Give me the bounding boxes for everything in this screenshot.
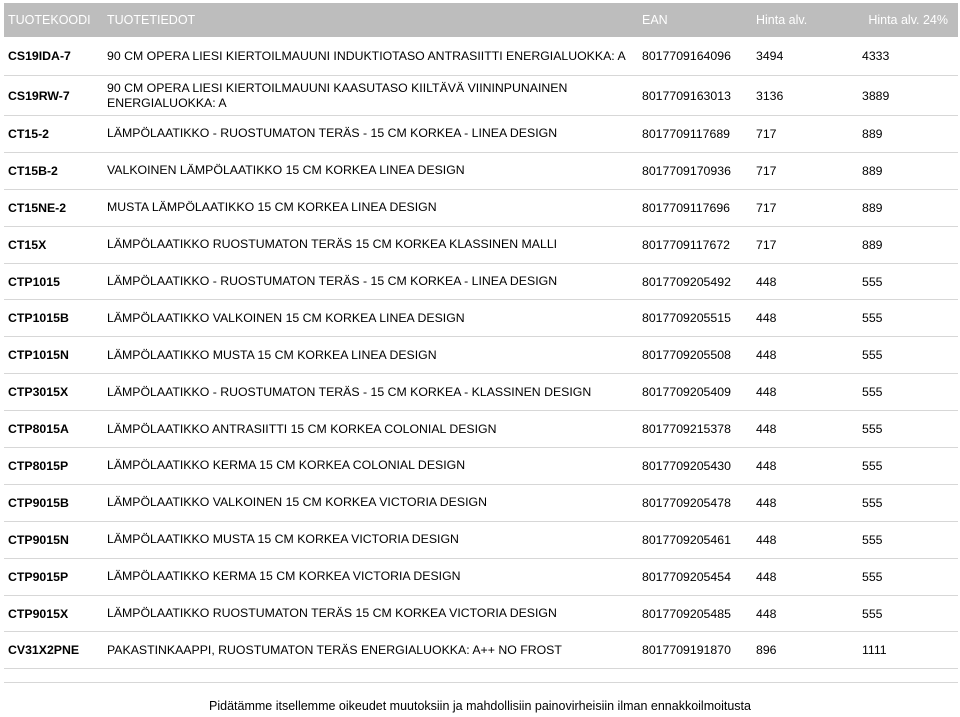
table-row (4, 337, 958, 374)
header-price-gross: Hinta alv. 24% (856, 3, 958, 37)
ean-code: 8017709205454 (638, 558, 752, 595)
ean-code: 8017709170936 (638, 152, 752, 189)
ean-code: 8017709205430 (638, 448, 752, 485)
ean-code: 8017709117672 (638, 226, 752, 263)
ean-code: 8017709205485 (638, 595, 752, 632)
product-description: PAKASTINKAAPPI, RUOSTUMATON TERÄS ENERGIALUOKKA: A++ NO FROST (103, 632, 638, 669)
ean-code: 8017709164096 (638, 37, 752, 76)
product-description: MUSTA LÄMPÖLAATIKKO 15 CM KORKEA LINEA DESIGN (103, 189, 638, 226)
product-code: CTP9015N (4, 521, 103, 558)
product-code: CT15-2 (4, 116, 103, 153)
product-description: LÄMPÖLAATIKKO - RUOSTUMATON TERÄS - 15 CM KORKEA - LINEA DESIGN (103, 263, 638, 300)
ean-code: 8017709191870 (638, 632, 752, 669)
table-row (4, 632, 958, 669)
price-net: 448 (752, 263, 856, 300)
table-row (4, 152, 958, 189)
product-code: CS19RW-7 (4, 76, 103, 116)
product-description: LÄMPÖLAATIKKO KERMA 15 CM KORKEA COLONIAL DESIGN (103, 448, 638, 485)
product-description: LÄMPÖLAATIKKO - RUOSTUMATON TERÄS - 15 CM KORKEA - LINEA DESIGN (103, 116, 638, 153)
price-net: 896 (752, 632, 856, 669)
table-body (4, 37, 958, 669)
header-ean: EAN (638, 3, 752, 37)
price-gross: 555 (856, 263, 958, 300)
ean-code: 8017709205409 (638, 374, 752, 411)
product-code: CTP1015N (4, 337, 103, 374)
table-row (4, 558, 958, 595)
price-gross: 889 (856, 116, 958, 153)
ean-code: 8017709117696 (638, 189, 752, 226)
product-description: 90 CM OPERA LIESI KIERTOILMAUUNI INDUKTIOTASO ANTRASIITTI ENERGIALUOKKA: A (103, 37, 638, 76)
ean-code: 8017709163013 (638, 76, 752, 116)
price-gross: 1111 (856, 632, 958, 669)
ean-code: 8017709205508 (638, 337, 752, 374)
price-gross: 555 (856, 411, 958, 448)
ean-code: 8017709205461 (638, 521, 752, 558)
price-gross: 555 (856, 484, 958, 521)
price-net: 717 (752, 226, 856, 263)
ean-code: 8017709117689 (638, 116, 752, 153)
price-net: 717 (752, 116, 856, 153)
price-gross: 555 (856, 337, 958, 374)
product-description: LÄMPÖLAATIKKO MUSTA 15 CM KORKEA VICTORIA DESIGN (103, 521, 638, 558)
product-code: CS19IDA-7 (4, 37, 103, 76)
header-description: TUOTETIEDOT (103, 3, 638, 37)
price-net: 448 (752, 337, 856, 374)
product-code: CTP8015P (4, 448, 103, 485)
table-row (4, 411, 958, 448)
header-code: TUOTEKOODI (4, 3, 103, 37)
product-code: CTP3015X (4, 374, 103, 411)
product-code: CT15X (4, 226, 103, 263)
ean-code: 8017709205515 (638, 300, 752, 337)
product-code: CTP1015B (4, 300, 103, 337)
product-code: CV31X2PNE (4, 632, 103, 669)
table-row (4, 300, 958, 337)
product-code: CT15NE-2 (4, 189, 103, 226)
price-gross: 889 (856, 189, 958, 226)
price-list (4, 3, 958, 669)
header-price-net: Hinta alv. (752, 3, 856, 37)
price-gross: 889 (856, 152, 958, 189)
price-net: 3136 (752, 76, 856, 116)
price-net: 717 (752, 189, 856, 226)
product-code: CTP1015 (4, 263, 103, 300)
price-gross: 555 (856, 521, 958, 558)
product-description: LÄMPÖLAATIKKO - RUOSTUMATON TERÄS - 15 CM KORKEA - KLASSINEN DESIGN (103, 374, 638, 411)
product-code: CTP8015A (4, 411, 103, 448)
table-row (4, 189, 958, 226)
product-description: LÄMPÖLAATIKKO ANTRASIITTI 15 CM KORKEA COLONIAL DESIGN (103, 411, 638, 448)
product-description: LÄMPÖLAATIKKO MUSTA 15 CM KORKEA LINEA DESIGN (103, 337, 638, 374)
product-description: LÄMPÖLAATIKKO RUOSTUMATON TERÄS 15 CM KORKEA KLASSINEN MALLI (103, 226, 638, 263)
price-net: 448 (752, 411, 856, 448)
table-header-row (4, 3, 958, 37)
table-row (4, 116, 958, 153)
price-net: 448 (752, 521, 856, 558)
table-row (4, 484, 958, 521)
ean-code: 8017709205492 (638, 263, 752, 300)
price-net: 3494 (752, 37, 856, 76)
price-net: 448 (752, 374, 856, 411)
table-row (4, 37, 958, 76)
ean-code: 8017709215378 (638, 411, 752, 448)
price-gross: 555 (856, 374, 958, 411)
ean-code: 8017709205478 (638, 484, 752, 521)
table-row (4, 226, 958, 263)
table-row (4, 263, 958, 300)
price-gross: 555 (856, 558, 958, 595)
price-gross: 555 (856, 300, 958, 337)
table-row (4, 448, 958, 485)
product-description: LÄMPÖLAATIKKO KERMA 15 CM KORKEA VICTORIA DESIGN (103, 558, 638, 595)
price-net: 448 (752, 300, 856, 337)
price-net: 448 (752, 484, 856, 521)
price-net: 448 (752, 448, 856, 485)
price-gross: 555 (856, 448, 958, 485)
price-net: 448 (752, 595, 856, 632)
table-row (4, 374, 958, 411)
price-net: 448 (752, 558, 856, 595)
price-gross: 3889 (856, 76, 958, 116)
footer-disclaimer: Pidätämme itsellemme oikeudet muutoksiin ja mahdollisiin painovirheisiin ilman ennakkoilmoitusta (209, 699, 751, 713)
footer-divider (4, 682, 958, 683)
product-code: CTP9015X (4, 595, 103, 632)
product-description: LÄMPÖLAATIKKO VALKOINEN 15 CM KORKEA LINEA DESIGN (103, 300, 638, 337)
product-code: CT15B-2 (4, 152, 103, 189)
product-code: CTP9015P (4, 558, 103, 595)
price-gross: 555 (856, 595, 958, 632)
price-gross: 4333 (856, 37, 958, 76)
price-net: 717 (752, 152, 856, 189)
product-description: LÄMPÖLAATIKKO RUOSTUMATON TERÄS 15 CM KORKEA VICTORIA DESIGN (103, 595, 638, 632)
price-gross: 889 (856, 226, 958, 263)
product-code: CTP9015B (4, 484, 103, 521)
product-description: LÄMPÖLAATIKKO VALKOINEN 15 CM KORKEA VICTORIA DESIGN (103, 484, 638, 521)
table-row (4, 521, 958, 558)
price-table (4, 3, 958, 669)
product-description: VALKOINEN LÄMPÖLAATIKKO 15 CM KORKEA LINEA DESIGN (103, 152, 638, 189)
table-row (4, 595, 958, 632)
product-description: 90 CM OPERA LIESI KIERTOILMAUUNI KAASUTASO KIILTÄVÄ VIININPUNAINEN ENERGIALUOKKA: A (103, 76, 638, 116)
table-row (4, 76, 958, 116)
